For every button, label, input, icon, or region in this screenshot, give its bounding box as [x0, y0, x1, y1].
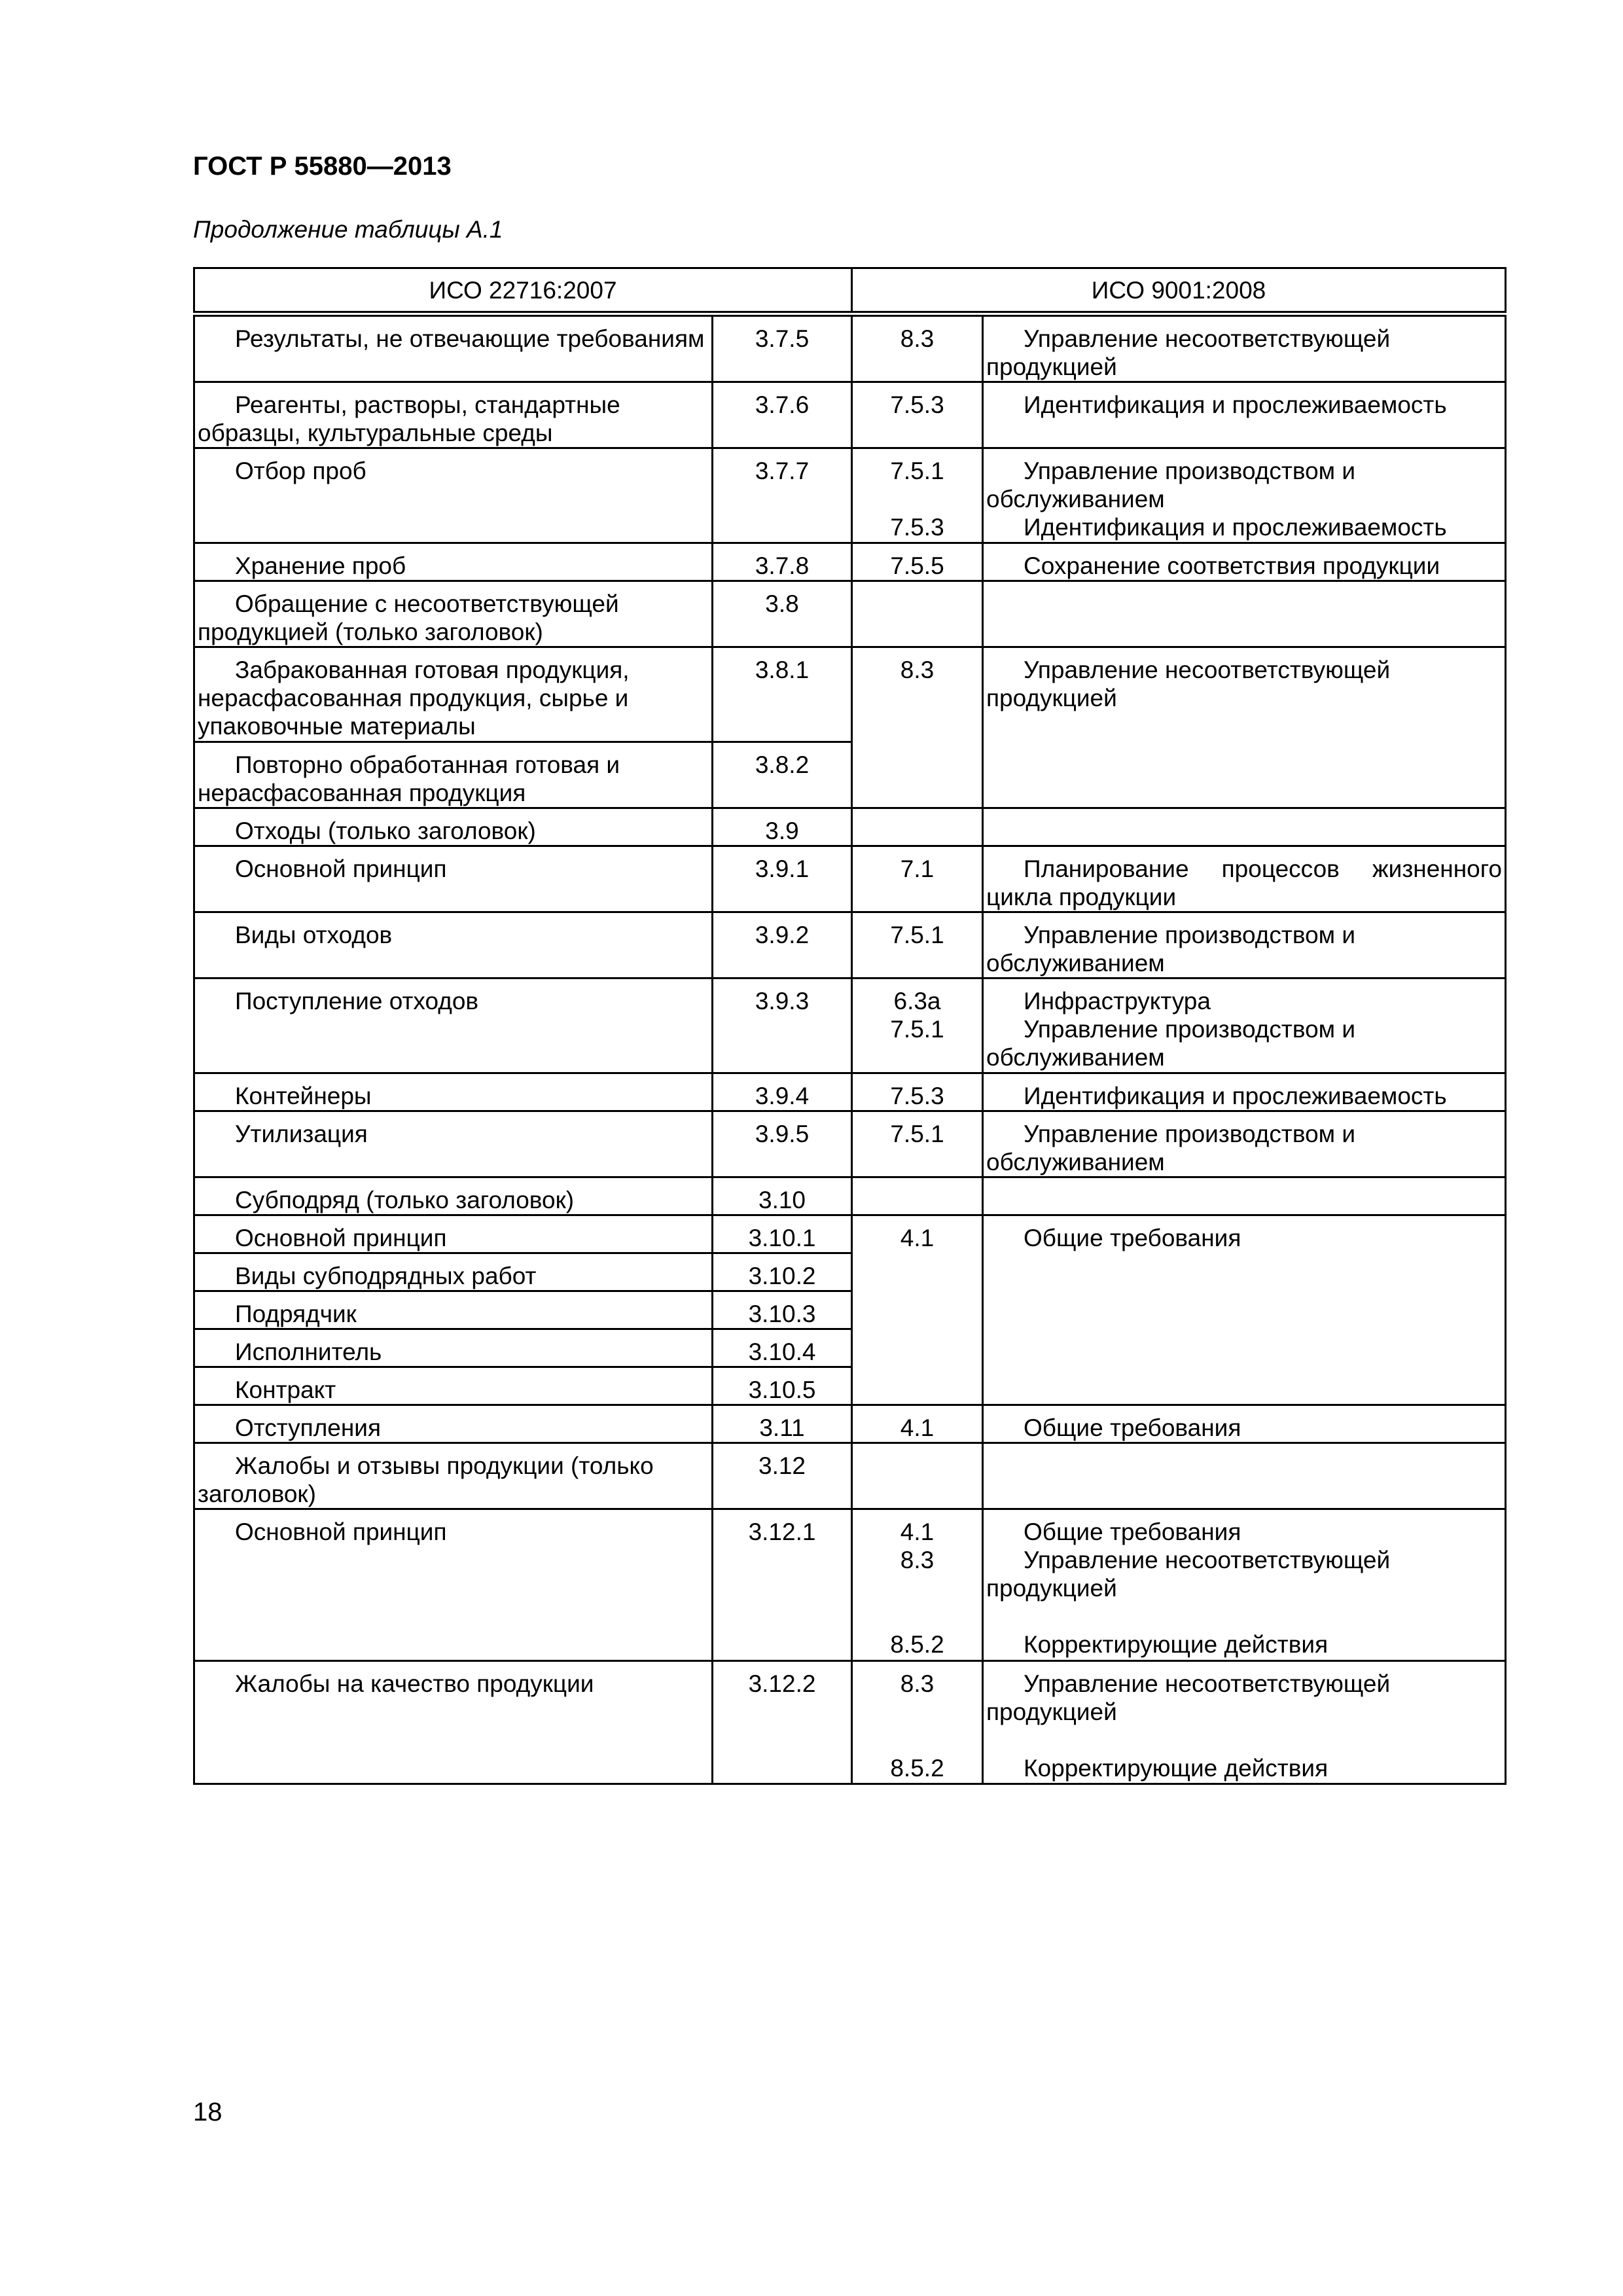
iso-9001-title: Идентификация и прослеживаемость — [983, 1073, 1506, 1111]
iso-22716-clause: 3.9.2 — [713, 912, 852, 978]
iso-9001-clause: 4.1 — [852, 1405, 983, 1443]
requirement-name: Виды отходов — [194, 912, 713, 978]
iso-22716-clause: 3.9.1 — [713, 846, 852, 912]
clause-code: 8.5.2 — [890, 1755, 944, 1782]
clause-code: 7.5.1 — [890, 457, 944, 484]
clause-code: 8.3 — [900, 1547, 935, 1573]
table-row — [194, 1177, 1506, 1215]
requirement-name: Контракт — [194, 1367, 713, 1405]
iso-9001-title — [983, 808, 1506, 846]
iso-22716-clause: 3.9.4 — [713, 1073, 852, 1111]
clause-title: Корректирующие действия — [1024, 1755, 1329, 1782]
table-row — [194, 808, 1506, 846]
requirement-name: Отходы (только заголовок) — [194, 808, 713, 846]
table-row — [194, 978, 1506, 1073]
iso-22716-clause: 3.11 — [713, 1405, 852, 1443]
iso-9001-clause — [852, 448, 983, 543]
table-row — [194, 448, 1506, 543]
table-row — [194, 1405, 1506, 1443]
table-row — [194, 1111, 1506, 1177]
clause-title: Управление несоответствующей продукцией — [986, 1547, 1391, 1602]
iso-22716-clause: 3.10 — [713, 1177, 852, 1215]
clause-code: 4.1 — [900, 1518, 935, 1545]
clause-title: Управление несоответствующей продукцией — [986, 1670, 1391, 1725]
iso-9001-title: Идентификация и прослеживаемость — [983, 382, 1506, 448]
clause-code: 7.5.3 — [890, 514, 944, 541]
iso-9001-clause — [852, 978, 983, 1073]
iso-9001-title: Общие требования — [983, 1215, 1506, 1405]
clause-title: Управление производством и обслуживанием — [986, 457, 1356, 512]
table-caption: Продолжение таблицы А.1 — [193, 216, 503, 243]
requirement-name: Основной принцип — [194, 1509, 713, 1661]
iso-9001-clause: 7.1 — [852, 846, 983, 912]
table-row — [194, 647, 1506, 742]
iso-22716-clause: 3.10.1 — [713, 1215, 852, 1253]
table-row — [194, 912, 1506, 978]
iso-22716-clause: 3.9.5 — [713, 1111, 852, 1177]
requirement-name: Реагенты, растворы, стандартные образцы, культуральные среды — [194, 382, 713, 448]
iso-9001-title — [983, 978, 1506, 1073]
column-header-iso-9001: ИСО 9001:2008 — [852, 268, 1506, 314]
clause-title: Инфраструктура — [1024, 988, 1211, 1014]
iso-22716-clause: 3.12 — [713, 1443, 852, 1509]
iso-9001-title — [983, 1177, 1506, 1215]
iso-9001-clause: 8.3 — [852, 314, 983, 382]
iso-9001-clause — [852, 581, 983, 647]
document-id: ГОСТ Р 55880—2013 — [193, 152, 452, 181]
iso-9001-clause — [852, 1661, 983, 1784]
table-row — [194, 846, 1506, 912]
clause-code: 8.3 — [900, 1670, 935, 1697]
table-row — [194, 1073, 1506, 1111]
clause-title: Корректирующие действия — [1024, 1631, 1329, 1658]
iso-22716-clause: 3.10.4 — [713, 1329, 852, 1367]
iso-9001-clause — [852, 1443, 983, 1509]
requirement-name: Жалобы на качество продукции — [194, 1661, 713, 1784]
table-row — [194, 1661, 1506, 1784]
requirement-name: Подрядчик — [194, 1291, 713, 1329]
iso-9001-title: Управление производством и обслуживанием — [983, 1111, 1506, 1177]
iso-9001-clause: 7.5.1 — [852, 912, 983, 978]
requirement-name: Субподряд (только заголовок) — [194, 1177, 713, 1215]
requirement-name: Хранение проб — [194, 543, 713, 581]
iso-9001-clause: 8.3 — [852, 647, 983, 808]
table-row — [194, 1443, 1506, 1509]
iso-9001-clause: 7.5.3 — [852, 382, 983, 448]
iso-22716-clause: 3.10.2 — [713, 1253, 852, 1291]
clause-code: 6.3a — [893, 988, 941, 1014]
iso-22716-clause: 3.12.2 — [713, 1661, 852, 1784]
clause-title: Идентификация и прослеживаемость — [1024, 514, 1447, 541]
iso-9001-title — [983, 581, 1506, 647]
iso-9001-title: Сохранение соответствия продукции — [983, 543, 1506, 581]
requirement-name: Жалобы и отзывы продукции (только заголовок) — [194, 1443, 713, 1509]
table-row — [194, 1509, 1506, 1661]
iso-9001-clause: 4.1 — [852, 1215, 983, 1405]
requirement-name: Утилизация — [194, 1111, 713, 1177]
requirement-name: Поступление отходов — [194, 978, 713, 1073]
requirement-name: Основной принцип — [194, 846, 713, 912]
iso-22716-clause: 3.7.5 — [713, 314, 852, 382]
requirement-name: Отступления — [194, 1405, 713, 1443]
iso-9001-title — [983, 1509, 1506, 1661]
iso-9001-clause — [852, 1509, 983, 1661]
iso-9001-title — [983, 1661, 1506, 1784]
iso-9001-clause: 7.5.5 — [852, 543, 983, 581]
column-header-iso-22716: ИСО 22716:2007 — [194, 268, 852, 314]
iso-9001-clause — [852, 808, 983, 846]
iso-22716-clause: 3.7.7 — [713, 448, 852, 543]
table-row — [194, 314, 1506, 382]
iso-9001-title — [983, 1443, 1506, 1509]
clause-title: Общие требования — [1024, 1518, 1241, 1545]
iso-22716-clause: 3.8.1 — [713, 647, 852, 742]
requirement-name: Исполнитель — [194, 1329, 713, 1367]
requirement-name: Результаты, не отвечающие требованиям — [194, 314, 713, 382]
table-header-row — [194, 268, 1506, 314]
correspondence-table — [193, 267, 1507, 1785]
clause-code: 7.5.1 — [890, 1016, 944, 1043]
iso-22716-clause: 3.7.6 — [713, 382, 852, 448]
iso-22716-clause: 3.8.2 — [713, 742, 852, 808]
clause-code: 8.5.2 — [890, 1631, 944, 1658]
table-row — [194, 543, 1506, 581]
requirement-name: Контейнеры — [194, 1073, 713, 1111]
iso-9001-title — [983, 448, 1506, 543]
iso-9001-title: Управление несоответствующей продукцией — [983, 647, 1506, 808]
table-row — [194, 581, 1506, 647]
iso-9001-clause: 7.5.1 — [852, 1111, 983, 1177]
iso-22716-clause: 3.8 — [713, 581, 852, 647]
iso-22716-clause: 3.10.3 — [713, 1291, 852, 1329]
iso-22716-clause: 3.7.8 — [713, 543, 852, 581]
requirement-name: Виды субподрядных работ — [194, 1253, 713, 1291]
table-row — [194, 382, 1506, 448]
iso-9001-title: Общие требования — [983, 1405, 1506, 1443]
iso-9001-title: Управление несоответствующей продукцией — [983, 314, 1506, 382]
clause-title: Управление производством и обслуживанием — [986, 1016, 1356, 1071]
iso-9001-title: Управление производством и обслуживанием — [983, 912, 1506, 978]
iso-22716-clause: 3.10.5 — [713, 1367, 852, 1405]
iso-9001-clause — [852, 1177, 983, 1215]
iso-22716-clause: 3.12.1 — [713, 1509, 852, 1661]
iso-22716-clause: 3.9 — [713, 808, 852, 846]
page-number: 18 — [193, 2098, 223, 2126]
requirement-name: Отбор проб — [194, 448, 713, 543]
table-row — [194, 1215, 1506, 1253]
iso-9001-clause: 7.5.3 — [852, 1073, 983, 1111]
requirement-name: Обращение с несоответствующей продукцией (только заголовок) — [194, 581, 713, 647]
requirement-name: Повторно обработанная готовая и нерасфасованная продукция — [194, 742, 713, 808]
iso-22716-clause: 3.9.3 — [713, 978, 852, 1073]
requirement-name: Основной принцип — [194, 1215, 713, 1253]
iso-9001-title: Планирование процессов жизненного цикла продукции — [983, 846, 1506, 912]
requirement-name: Забракованная готовая продукция, нерасфасованная продукция, сырье и упаковочные материалы — [194, 647, 713, 742]
